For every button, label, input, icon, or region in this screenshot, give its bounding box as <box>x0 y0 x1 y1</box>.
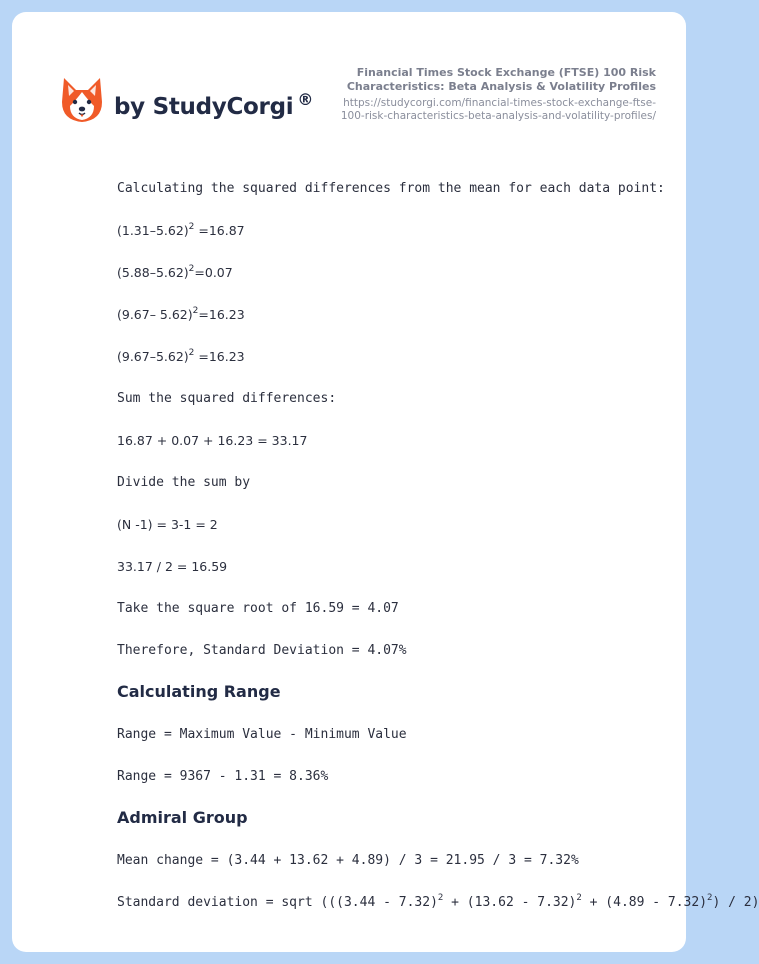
document-title: Financial Times Stock Exchange (FTSE) 100 Risk Characteristics: Beta Analysis & Volatility Profiles <box>346 66 656 93</box>
paragraph: Therefore, Standard Deviation = 4.07% <box>117 643 407 658</box>
document-body <box>117 178 759 934</box>
heading-admiral-group: Admiral Group <box>117 808 248 827</box>
equation-1: $(1.31-5.62)^2 =16.87$ <box>117 222 245 238</box>
document-url[interactable]: https://studycorgi.com/financial-times-stock-exchange-ftse- 100-risk-characteristics-beta-analysis-and-volatility-profiles/ <box>340 97 656 122</box>
corgi-icon <box>60 76 104 124</box>
studycorgi-logo[interactable] <box>60 76 320 146</box>
equation-4: $(9.67-5.62)^2 =16.23$ <box>117 348 245 364</box>
sum-line: 16.87 + 0.07 + 16.23 = 33.17 <box>117 433 308 448</box>
paragraph: Range = 9367 - 1.31 = 8.36% <box>117 769 329 784</box>
paragraph: Range = Maximum Value - Minimum Value <box>117 727 407 742</box>
division-line: 33.17 / 2 = 16.59 <box>117 559 228 574</box>
equation-2: $(5.88-5.62)^2=0.07$ <box>117 264 233 280</box>
document-page <box>12 12 759 952</box>
paragraph: Mean change = (3.44 + 13.62 + 4.89) / 3 = 21.95 / 3 = 7.32% <box>117 853 579 868</box>
heading-calculating-range: Calculating Range <box>117 682 281 701</box>
standard-deviation-formula: Standard deviation = sqrt (((3.44 - 7.32)$^2$ + (13.62 - 7.32)$^2$ + (4.89 - 7.32)$^2$) / 2) <box>117 893 759 910</box>
document-info <box>296 66 656 123</box>
equation-3: (9.67– 5.62)$^2$=16.23 <box>117 306 245 322</box>
paragraph: Calculating the squared differences from the mean for each data point: <box>117 181 665 196</box>
n-line: (N -1) = 3-1 = 2 <box>117 517 218 532</box>
brand-name: by StudyCorgi ® <box>114 90 314 120</box>
paragraph: Sum the squared differences: <box>117 391 337 406</box>
paragraph: Divide the sum by <box>117 475 251 490</box>
paragraph: Take the square root of 16.59 = 4.07 <box>117 601 399 616</box>
